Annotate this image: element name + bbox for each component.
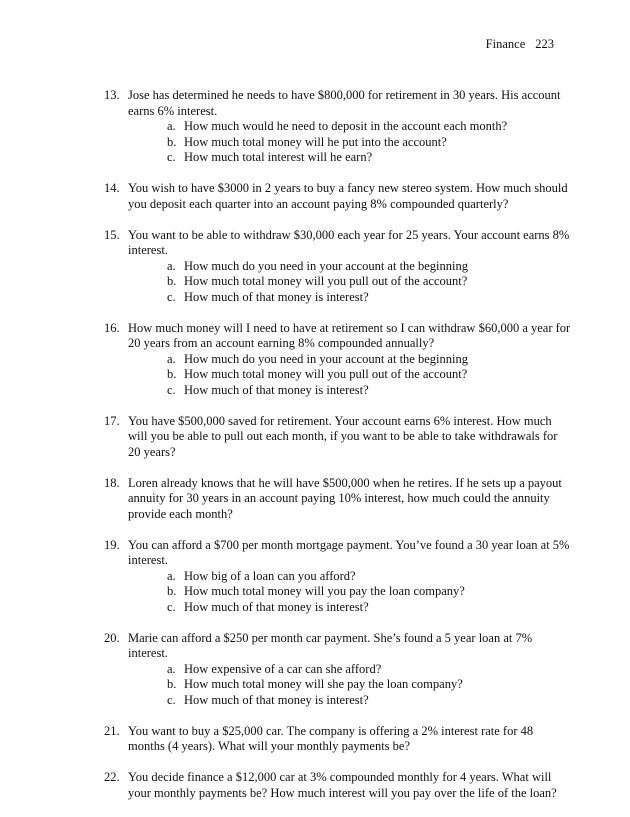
problem-item: [104, 413, 573, 461]
sub-question-text: How much of that money is interest?: [184, 382, 369, 397]
sub-question: [167, 382, 573, 399]
sub-question-letter: c.: [167, 692, 176, 707]
sub-question-list: [128, 352, 573, 399]
problem-text: You can afford a $700 per month mortgage payment. You’ve found a 30 year loan at 5% interest.: [128, 537, 570, 567]
sub-question-list: [128, 569, 573, 616]
sub-question-list: [128, 119, 573, 166]
sub-question-text: How much would he need to deposit in the account each month?: [184, 119, 508, 133]
sub-question-letter: b.: [167, 367, 177, 381]
problem-number: 18.: [104, 475, 120, 490]
page-number: 223: [535, 37, 554, 51]
problem-item: [104, 227, 573, 306]
problem-text: You have $500,000 saved for retirement. Your account earns 6% interest. How much will you be able to pull out each month, if you want to be able to take withdrawals for 20 years?: [128, 413, 558, 459]
sub-question-list: [128, 259, 573, 306]
problem-number: 13.: [104, 88, 120, 102]
sub-question-text: How much total money will you pull out of the account?: [184, 367, 468, 381]
problem-number: 16.: [104, 320, 120, 335]
sub-question: [167, 134, 573, 151]
sub-question-letter: c.: [167, 150, 176, 164]
problem-item: [104, 181, 573, 212]
sub-question-letter: b.: [167, 677, 177, 691]
sub-question: [167, 119, 573, 135]
problem-text: You decide finance a $12,000 car at 3% compounded monthly for 4 years. What will your monthly payments be? How much interest will you pay over the life of the loan?: [128, 770, 557, 800]
running-head: Finance: [485, 37, 526, 51]
sub-question-text: How much of that money is interest?: [184, 289, 369, 304]
page-header: [486, 37, 554, 52]
problem-text: How much money will I need to have at retirement so I can withdraw $60,000 a year for 20 years from an account earning 8% compounded annually?: [128, 320, 571, 350]
sub-question-text: How much of that money is interest?: [184, 692, 369, 707]
problem-text: You want to buy a $25,000 car. The company is offering a 2% interest rate for 48 months (4 years). What will your monthly payments be?: [128, 723, 534, 753]
sub-question: [167, 568, 573, 585]
problem-item: [104, 630, 573, 709]
problem-item: [104, 770, 573, 801]
sub-question-letter: a.: [167, 568, 176, 583]
sub-question-letter: c.: [167, 289, 176, 304]
problem-text: Jose has determined he needs to have $800,000 for retirement in 30 years. His account earns 6% interest.: [128, 88, 561, 118]
sub-question: [167, 150, 573, 166]
sub-question-letter: a.: [167, 661, 176, 676]
sub-question-text: How big of a loan can you afford?: [184, 568, 356, 583]
problem-text: You wish to have $3000 in 2 years to buy a fancy new stereo system. How much should you deposit each quarter into an account paying 8% compounded quarterly?: [128, 181, 568, 211]
sub-question: [167, 289, 573, 306]
sub-question-text: How much total interest will he earn?: [184, 150, 373, 164]
sub-question: [167, 599, 573, 616]
sub-question-letter: a.: [167, 351, 176, 366]
problem-item: [104, 320, 573, 399]
sub-question-text: How expensive of a car can she afford?: [184, 661, 382, 676]
sub-question: [167, 351, 573, 368]
problem-item: [104, 537, 573, 616]
problem-item: [104, 723, 573, 755]
problem-number: 20.: [104, 630, 120, 645]
sub-question: [167, 661, 573, 678]
sub-question-letter: a.: [167, 119, 176, 133]
sub-question: [167, 367, 573, 383]
problem-text: You want to be able to withdraw $30,000 each year for 25 years. Your account earns 8% interest.: [128, 227, 570, 257]
sub-question-text: How much total money will he put into the account?: [184, 134, 447, 149]
problem-number: 22.: [104, 770, 120, 784]
sub-question-text: How much of that money is interest?: [184, 599, 369, 614]
sub-question: [167, 274, 573, 290]
sub-question: [167, 677, 573, 693]
sub-question-text: How much total money will she pay the loan company?: [184, 677, 463, 691]
sub-question-text: How much total money will you pay the loan company?: [184, 584, 465, 598]
sub-question-list: [128, 662, 573, 709]
sub-question: [167, 258, 573, 275]
problem-text: Marie can afford a $250 per month car payment. She’s found a 5 year loan at 7% interest.: [128, 630, 533, 660]
sub-question-text: How much do you need in your account at the beginning: [184, 351, 468, 366]
problem-number: 14.: [104, 181, 120, 195]
problem-number: 19.: [104, 537, 120, 552]
sub-question-letter: a.: [167, 258, 176, 273]
problem-number: 15.: [104, 227, 120, 242]
sub-question-letter: b.: [167, 584, 177, 598]
sub-question-text: How much total money will you pull out of the account?: [184, 274, 468, 288]
sub-question-letter: c.: [167, 599, 176, 614]
problem-list: [104, 88, 573, 817]
problem-text: Loren already knows that he will have $500,000 when he retires. If he sets up a payout annuity for 30 years in an account paying 10% interest, how much could the annuity provide each month?: [128, 475, 562, 521]
problem-item: [104, 475, 573, 523]
sub-question-letter: b.: [167, 134, 177, 149]
sub-question: [167, 584, 573, 600]
sub-question-letter: c.: [167, 382, 176, 397]
sub-question-text: How much do you need in your account at the beginning: [184, 258, 468, 273]
sub-question: [167, 692, 573, 709]
sub-question-letter: b.: [167, 274, 177, 288]
problem-item: [104, 88, 573, 166]
problem-number: 17.: [104, 413, 120, 428]
problem-number: 21.: [104, 723, 120, 738]
